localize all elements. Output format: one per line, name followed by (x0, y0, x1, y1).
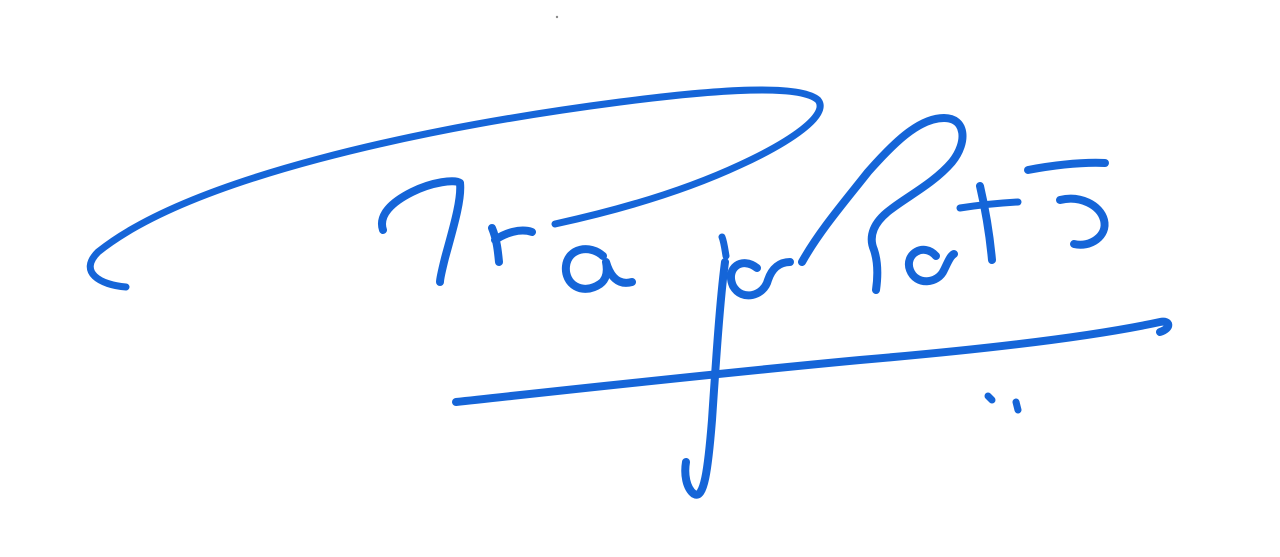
signature-flourish-stroke (90, 90, 820, 287)
signature-p2-stroke (802, 118, 962, 290)
signature-j-dot-stroke (722, 237, 726, 256)
signature-p-top-stroke (382, 181, 460, 230)
paper-speck (556, 16, 558, 18)
signature-dot-right (1016, 402, 1018, 410)
signature-a-stroke (566, 249, 632, 289)
signature-a3-stroke (909, 250, 954, 281)
signature-underline-stroke (456, 322, 1168, 402)
signature-t-bar-stroke (960, 202, 1018, 208)
signature-final-stroke (1028, 163, 1105, 245)
signature-p-stem-stroke (440, 183, 460, 282)
signature-a2-stroke (731, 262, 790, 295)
signature-r-stroke (492, 228, 532, 262)
signature-t-stem-stroke (980, 186, 992, 260)
signature-dot-left (988, 396, 992, 400)
